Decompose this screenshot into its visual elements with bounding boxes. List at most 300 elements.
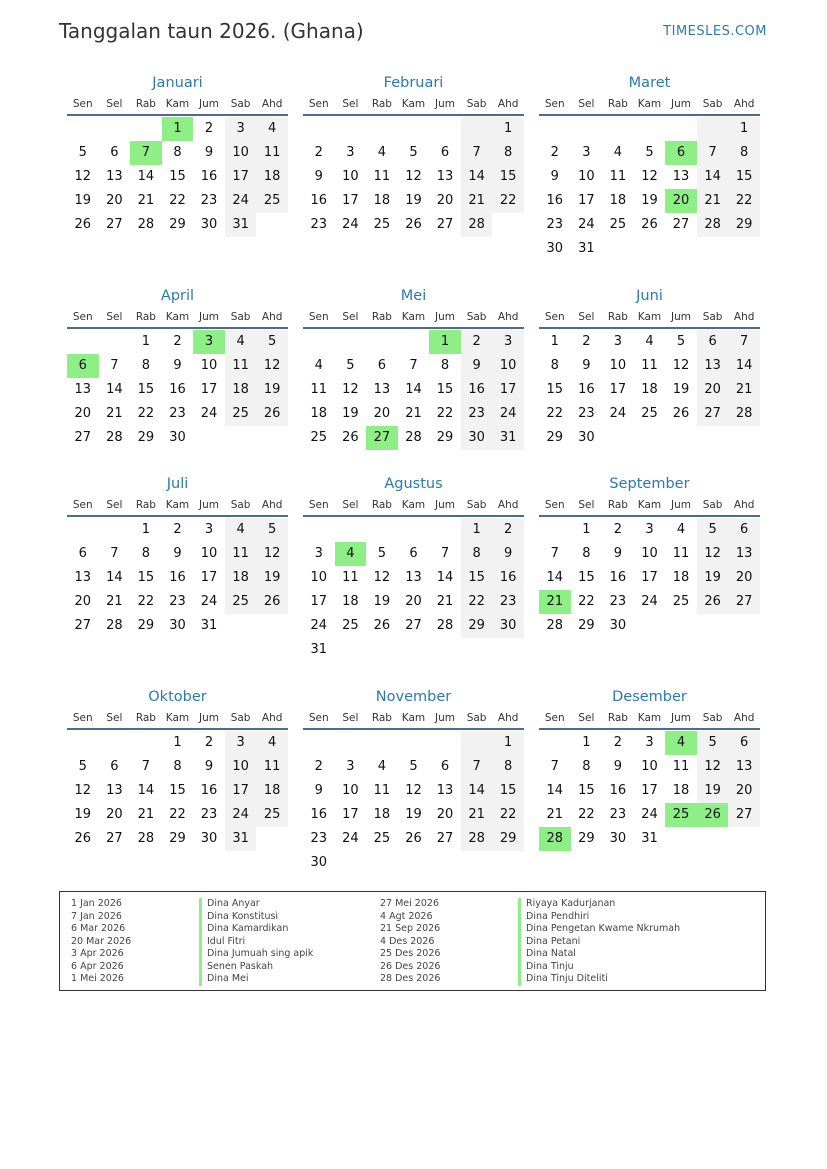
day-cell[interactable]: 13 (106, 169, 123, 184)
day-cell[interactable]: 26 (256, 590, 288, 614)
day-cell[interactable]: 6 (377, 358, 387, 373)
day-cell[interactable]: 30 (461, 426, 493, 450)
day-cell[interactable]: 3 (645, 735, 654, 750)
day-cell[interactable]: 4 (645, 334, 654, 349)
day-cell[interactable]: 10 (310, 570, 328, 585)
day-cell[interactable]: 14 (137, 169, 155, 184)
day-cell[interactable]: 13 (74, 382, 92, 397)
day-cell[interactable]: 28 (436, 618, 454, 633)
day-cell[interactable]: 14 (436, 570, 454, 585)
day-cell[interactable]: 3 (645, 522, 654, 537)
day-cell[interactable]: 11 (256, 755, 288, 779)
day-cell[interactable]: 16 (492, 566, 524, 590)
day-cell[interactable]: 15 (137, 382, 155, 397)
day-cell[interactable]: 10 (492, 354, 524, 378)
day-cell[interactable]: 7 (461, 141, 493, 165)
day-cell[interactable]: 23 (200, 807, 218, 822)
day-cell[interactable]: 11 (310, 382, 328, 397)
day-cell[interactable]: 2 (613, 522, 623, 537)
day-cell[interactable]: 30 (200, 831, 218, 846)
day-cell[interactable]: 5 (377, 546, 387, 561)
day-cell[interactable]: 5 (645, 145, 654, 160)
day-cell[interactable]: 3 (582, 145, 591, 160)
day-cell[interactable]: 15 (492, 779, 524, 803)
day-cell[interactable]: 9 (550, 169, 559, 184)
day-cell[interactable]: 24 (609, 406, 627, 421)
day-cell[interactable]: 18 (225, 378, 257, 402)
day-cell[interactable]: 13 (405, 570, 422, 585)
day-cell[interactable]: 18 (672, 570, 690, 585)
day-cell[interactable]: 21 (697, 189, 729, 213)
day-cell[interactable]: 16 (578, 382, 595, 397)
day-cell[interactable]: 3 (204, 522, 214, 537)
day-cell[interactable]: 15 (546, 382, 564, 397)
day-cell[interactable]: 23 (609, 807, 627, 822)
holiday-day-cell[interactable]: 3 (193, 330, 225, 354)
brand-logo-text[interactable]: TIMESLES.COM (663, 24, 767, 39)
day-cell[interactable]: 8 (550, 358, 559, 373)
day-cell[interactable]: 14 (461, 779, 493, 803)
day-cell[interactable]: 30 (169, 430, 186, 445)
day-cell[interactable]: 30 (200, 217, 218, 232)
day-cell[interactable]: 7 (440, 546, 450, 561)
day-cell[interactable]: 20 (405, 594, 422, 609)
day-cell[interactable]: 29 (137, 618, 155, 633)
day-cell[interactable]: 14 (728, 354, 760, 378)
day-cell[interactable]: 6 (440, 145, 450, 160)
day-cell[interactable]: 16 (169, 570, 186, 585)
day-cell[interactable]: 17 (200, 382, 218, 397)
day-cell[interactable]: 8 (173, 145, 182, 160)
day-cell[interactable]: 12 (256, 542, 288, 566)
day-cell[interactable]: 9 (204, 145, 214, 160)
day-cell[interactable]: 28 (106, 430, 123, 445)
day-cell[interactable]: 22 (578, 807, 595, 822)
day-cell[interactable]: 12 (405, 783, 422, 798)
day-cell[interactable]: 25 (256, 803, 288, 827)
day-cell[interactable]: 11 (373, 783, 391, 798)
day-cell[interactable]: 15 (728, 165, 760, 189)
day-cell[interactable]: 11 (672, 546, 690, 561)
day-cell[interactable]: 8 (141, 546, 151, 561)
day-cell[interactable]: 17 (342, 193, 359, 208)
day-cell[interactable]: 20 (106, 193, 123, 208)
day-cell[interactable]: 26 (405, 831, 422, 846)
day-cell[interactable]: 5 (409, 759, 418, 774)
day-cell[interactable]: 23 (169, 594, 186, 609)
day-cell[interactable]: 2 (613, 735, 623, 750)
day-cell[interactable]: 10 (225, 755, 257, 779)
day-cell[interactable]: 19 (405, 193, 422, 208)
day-cell[interactable]: 24 (225, 803, 257, 827)
day-cell[interactable]: 7 (728, 330, 760, 354)
day-cell[interactable]: 29 (461, 614, 493, 638)
day-cell[interactable]: 23 (546, 217, 564, 232)
day-cell[interactable]: 7 (697, 141, 729, 165)
day-cell[interactable]: 26 (405, 217, 422, 232)
day-cell[interactable]: 8 (728, 141, 760, 165)
day-cell[interactable]: 1 (492, 731, 524, 755)
day-cell[interactable]: 13 (74, 570, 92, 585)
day-cell[interactable]: 17 (641, 783, 658, 798)
day-cell[interactable]: 7 (461, 755, 493, 779)
day-cell[interactable]: 14 (106, 382, 123, 397)
day-cell[interactable]: 22 (169, 807, 186, 822)
day-cell[interactable]: 7 (550, 759, 559, 774)
day-cell[interactable]: 4 (314, 358, 323, 373)
day-cell[interactable]: 8 (440, 358, 450, 373)
day-cell[interactable]: 11 (256, 141, 288, 165)
day-cell[interactable]: 22 (546, 406, 564, 421)
day-cell[interactable]: 1 (141, 522, 151, 537)
day-cell[interactable]: 19 (342, 406, 359, 421)
day-cell[interactable]: 30 (546, 241, 564, 256)
day-cell[interactable]: 21 (405, 406, 422, 421)
day-cell[interactable]: 31 (225, 213, 257, 237)
day-cell[interactable]: 3 (346, 759, 355, 774)
day-cell[interactable]: 3 (613, 334, 623, 349)
day-cell[interactable]: 24 (200, 406, 218, 421)
day-cell[interactable]: 23 (200, 193, 218, 208)
day-cell[interactable]: 23 (492, 590, 524, 614)
day-cell[interactable]: 2 (314, 145, 323, 160)
day-cell[interactable]: 4 (225, 330, 257, 354)
day-cell[interactable]: 11 (225, 542, 257, 566)
day-cell[interactable]: 16 (609, 570, 627, 585)
day-cell[interactable]: 9 (204, 759, 214, 774)
day-cell[interactable]: 31 (200, 618, 218, 633)
day-cell[interactable]: 14 (137, 783, 155, 798)
day-cell[interactable]: 27 (697, 402, 729, 426)
day-cell[interactable]: 19 (373, 594, 391, 609)
day-cell[interactable]: 26 (373, 618, 391, 633)
day-cell[interactable]: 10 (342, 783, 359, 798)
day-cell[interactable]: 9 (173, 546, 182, 561)
day-cell[interactable]: 29 (578, 831, 595, 846)
day-cell[interactable]: 9 (314, 783, 323, 798)
day-cell[interactable]: 9 (173, 358, 182, 373)
day-cell[interactable]: 1 (550, 334, 559, 349)
day-cell[interactable]: 18 (225, 566, 257, 590)
day-cell[interactable]: 13 (436, 783, 454, 798)
holiday-day-cell[interactable]: 20 (665, 189, 697, 213)
day-cell[interactable]: 28 (697, 213, 729, 237)
day-cell[interactable]: 7 (141, 759, 151, 774)
day-cell[interactable]: 28 (461, 213, 493, 237)
day-cell[interactable]: 19 (697, 566, 729, 590)
day-cell[interactable]: 23 (578, 406, 595, 421)
day-cell[interactable]: 24 (200, 594, 218, 609)
day-cell[interactable]: 19 (256, 378, 288, 402)
day-cell[interactable]: 25 (256, 189, 288, 213)
day-cell[interactable]: 21 (106, 594, 123, 609)
day-cell[interactable]: 25 (373, 217, 391, 232)
day-cell[interactable]: 26 (74, 217, 92, 232)
day-cell[interactable]: 21 (461, 803, 493, 827)
day-cell[interactable]: 25 (672, 594, 690, 609)
day-cell[interactable]: 28 (405, 430, 422, 445)
day-cell[interactable]: 18 (672, 783, 690, 798)
day-cell[interactable]: 29 (546, 430, 564, 445)
holiday-day-cell[interactable]: 1 (429, 330, 461, 354)
day-cell[interactable]: 12 (256, 354, 288, 378)
day-cell[interactable]: 6 (110, 145, 119, 160)
day-cell[interactable]: 12 (74, 783, 92, 798)
day-cell[interactable]: 2 (314, 759, 323, 774)
day-cell[interactable]: 21 (106, 406, 123, 421)
day-cell[interactable]: 7 (110, 546, 119, 561)
day-cell[interactable]: 4 (377, 759, 387, 774)
day-cell[interactable]: 14 (106, 570, 123, 585)
day-cell[interactable]: 1 (582, 735, 591, 750)
day-cell[interactable]: 10 (342, 169, 359, 184)
day-cell[interactable]: 8 (492, 141, 524, 165)
day-cell[interactable]: 21 (436, 594, 454, 609)
day-cell[interactable]: 20 (74, 594, 92, 609)
day-cell[interactable]: 18 (373, 193, 391, 208)
day-cell[interactable]: 7 (110, 358, 119, 373)
day-cell[interactable]: 12 (697, 755, 729, 779)
day-cell[interactable]: 15 (436, 382, 454, 397)
day-cell[interactable]: 31 (641, 831, 658, 846)
day-cell[interactable]: 15 (169, 783, 186, 798)
day-cell[interactable]: 18 (609, 193, 627, 208)
day-cell[interactable]: 26 (256, 402, 288, 426)
day-cell[interactable]: 23 (609, 594, 627, 609)
day-cell[interactable]: 8 (461, 542, 493, 566)
day-cell[interactable]: 14 (546, 570, 564, 585)
day-cell[interactable]: 13 (672, 169, 690, 184)
day-cell[interactable]: 5 (256, 330, 288, 354)
day-cell[interactable]: 13 (728, 542, 760, 566)
day-cell[interactable]: 10 (609, 358, 627, 373)
day-cell[interactable]: 4 (676, 522, 686, 537)
day-cell[interactable]: 22 (492, 189, 524, 213)
day-cell[interactable]: 23 (169, 406, 186, 421)
day-cell[interactable]: 29 (436, 430, 454, 445)
day-cell[interactable]: 9 (461, 354, 493, 378)
day-cell[interactable]: 9 (613, 546, 623, 561)
day-cell[interactable]: 19 (74, 807, 92, 822)
day-cell[interactable]: 11 (641, 358, 658, 373)
day-cell[interactable]: 17 (310, 594, 328, 609)
day-cell[interactable]: 20 (728, 566, 760, 590)
day-cell[interactable]: 7 (409, 358, 418, 373)
day-cell[interactable]: 22 (137, 406, 155, 421)
day-cell[interactable]: 10 (641, 759, 658, 774)
day-cell[interactable]: 30 (169, 618, 186, 633)
day-cell[interactable]: 29 (578, 618, 595, 633)
day-cell[interactable]: 27 (74, 430, 92, 445)
day-cell[interactable]: 2 (550, 145, 559, 160)
day-cell[interactable]: 31 (578, 241, 595, 256)
day-cell[interactable]: 8 (582, 546, 591, 561)
day-cell[interactable]: 5 (697, 518, 729, 542)
day-cell[interactable]: 17 (342, 807, 359, 822)
day-cell[interactable]: 5 (78, 759, 87, 774)
day-cell[interactable]: 27 (728, 803, 760, 827)
day-cell[interactable]: 17 (225, 165, 257, 189)
day-cell[interactable]: 14 (405, 382, 422, 397)
day-cell[interactable]: 28 (546, 618, 564, 633)
day-cell[interactable]: 19 (74, 193, 92, 208)
day-cell[interactable]: 27 (74, 618, 92, 633)
day-cell[interactable]: 25 (225, 402, 257, 426)
day-cell[interactable]: 10 (578, 169, 595, 184)
day-cell[interactable]: 5 (676, 334, 686, 349)
day-cell[interactable]: 1 (461, 518, 493, 542)
day-cell[interactable]: 12 (672, 358, 690, 373)
day-cell[interactable]: 6 (78, 546, 87, 561)
day-cell[interactable]: 3 (225, 117, 257, 141)
day-cell[interactable]: 24 (310, 618, 328, 633)
day-cell[interactable]: 25 (342, 618, 359, 633)
day-cell[interactable]: 28 (461, 827, 493, 851)
day-cell[interactable]: 25 (641, 406, 658, 421)
day-cell[interactable]: 21 (137, 193, 155, 208)
day-cell[interactable]: 26 (74, 831, 92, 846)
day-cell[interactable]: 16 (200, 783, 218, 798)
day-cell[interactable]: 21 (461, 189, 493, 213)
day-cell[interactable]: 22 (492, 803, 524, 827)
day-cell[interactable]: 2 (204, 121, 214, 136)
holiday-day-cell[interactable]: 6 (665, 141, 697, 165)
day-cell[interactable]: 6 (440, 759, 450, 774)
day-cell[interactable]: 16 (200, 169, 218, 184)
day-cell[interactable]: 18 (256, 165, 288, 189)
day-cell[interactable]: 12 (405, 169, 422, 184)
holiday-day-cell[interactable]: 25 (665, 803, 697, 827)
day-cell[interactable]: 1 (582, 522, 591, 537)
day-cell[interactable]: 18 (373, 807, 391, 822)
day-cell[interactable]: 28 (728, 402, 760, 426)
day-cell[interactable]: 15 (137, 570, 155, 585)
day-cell[interactable]: 3 (346, 145, 355, 160)
day-cell[interactable]: 27 (106, 831, 123, 846)
day-cell[interactable]: 21 (137, 807, 155, 822)
day-cell[interactable]: 31 (310, 642, 328, 657)
day-cell[interactable]: 27 (106, 217, 123, 232)
day-cell[interactable]: 17 (609, 382, 627, 397)
day-cell[interactable]: 17 (225, 779, 257, 803)
day-cell[interactable]: 20 (373, 406, 391, 421)
day-cell[interactable]: 2 (461, 330, 493, 354)
day-cell[interactable]: 20 (697, 378, 729, 402)
day-cell[interactable]: 22 (578, 594, 595, 609)
day-cell[interactable]: 3 (492, 330, 524, 354)
day-cell[interactable]: 22 (137, 594, 155, 609)
day-cell[interactable]: 15 (578, 570, 595, 585)
day-cell[interactable]: 21 (546, 807, 564, 822)
day-cell[interactable]: 24 (342, 831, 359, 846)
day-cell[interactable]: 5 (346, 358, 355, 373)
day-cell[interactable]: 8 (141, 358, 151, 373)
day-cell[interactable]: 20 (106, 807, 123, 822)
day-cell[interactable]: 29 (492, 827, 524, 851)
day-cell[interactable]: 29 (169, 831, 186, 846)
day-cell[interactable]: 24 (641, 807, 658, 822)
day-cell[interactable]: 9 (492, 542, 524, 566)
day-cell[interactable]: 14 (697, 165, 729, 189)
day-cell[interactable]: 16 (546, 193, 564, 208)
day-cell[interactable]: 25 (310, 430, 328, 445)
day-cell[interactable]: 26 (342, 430, 359, 445)
day-cell[interactable]: 28 (137, 217, 155, 232)
day-cell[interactable]: 11 (225, 354, 257, 378)
day-cell[interactable]: 1 (492, 117, 524, 141)
day-cell[interactable]: 10 (200, 546, 218, 561)
day-cell[interactable]: 4 (256, 731, 288, 755)
day-cell[interactable]: 27 (436, 217, 454, 232)
day-cell[interactable]: 24 (492, 402, 524, 426)
day-cell[interactable]: 13 (373, 382, 391, 397)
day-cell[interactable]: 15 (492, 165, 524, 189)
day-cell[interactable]: 16 (310, 807, 328, 822)
day-cell[interactable]: 20 (74, 406, 92, 421)
day-cell[interactable]: 9 (314, 169, 323, 184)
day-cell[interactable]: 10 (200, 358, 218, 373)
day-cell[interactable]: 4 (613, 145, 623, 160)
day-cell[interactable]: 16 (461, 378, 493, 402)
day-cell[interactable]: 17 (641, 570, 658, 585)
day-cell[interactable]: 29 (728, 213, 760, 237)
day-cell[interactable]: 12 (697, 542, 729, 566)
day-cell[interactable]: 5 (697, 731, 729, 755)
day-cell[interactable]: 8 (492, 755, 524, 779)
day-cell[interactable]: 24 (225, 189, 257, 213)
day-cell[interactable]: 11 (342, 570, 359, 585)
day-cell[interactable]: 16 (310, 193, 328, 208)
day-cell[interactable]: 30 (310, 855, 328, 870)
day-cell[interactable]: 14 (461, 165, 493, 189)
day-cell[interactable]: 19 (697, 779, 729, 803)
day-cell[interactable]: 18 (310, 406, 328, 421)
day-cell[interactable]: 30 (609, 618, 627, 633)
day-cell[interactable]: 30 (492, 614, 524, 638)
day-cell[interactable]: 21 (728, 378, 760, 402)
day-cell[interactable]: 1 (173, 735, 182, 750)
day-cell[interactable]: 1 (728, 117, 760, 141)
day-cell[interactable]: 6 (110, 759, 119, 774)
holiday-day-cell[interactable]: 28 (539, 827, 571, 851)
day-cell[interactable]: 29 (137, 430, 155, 445)
day-cell[interactable]: 4 (225, 518, 257, 542)
day-cell[interactable]: 15 (461, 566, 493, 590)
day-cell[interactable]: 15 (169, 169, 186, 184)
day-cell[interactable]: 9 (582, 358, 591, 373)
day-cell[interactable]: 12 (74, 169, 92, 184)
day-cell[interactable]: 20 (436, 807, 454, 822)
day-cell[interactable]: 26 (697, 590, 729, 614)
day-cell[interactable]: 19 (672, 382, 690, 397)
day-cell[interactable]: 2 (173, 334, 182, 349)
day-cell[interactable]: 18 (342, 594, 359, 609)
day-cell[interactable]: 6 (409, 546, 418, 561)
day-cell[interactable]: 25 (373, 831, 391, 846)
day-cell[interactable]: 28 (106, 618, 123, 633)
day-cell[interactable]: 4 (377, 145, 387, 160)
day-cell[interactable]: 30 (578, 430, 595, 445)
day-cell[interactable]: 24 (578, 217, 595, 232)
day-cell[interactable]: 8 (173, 759, 182, 774)
day-cell[interactable]: 19 (641, 193, 658, 208)
day-cell[interactable]: 8 (582, 759, 591, 774)
holiday-day-cell[interactable]: 7 (130, 141, 162, 165)
holiday-day-cell[interactable]: 21 (539, 590, 571, 614)
day-cell[interactable]: 10 (641, 546, 658, 561)
day-cell[interactable]: 13 (697, 354, 729, 378)
day-cell[interactable]: 11 (373, 169, 391, 184)
